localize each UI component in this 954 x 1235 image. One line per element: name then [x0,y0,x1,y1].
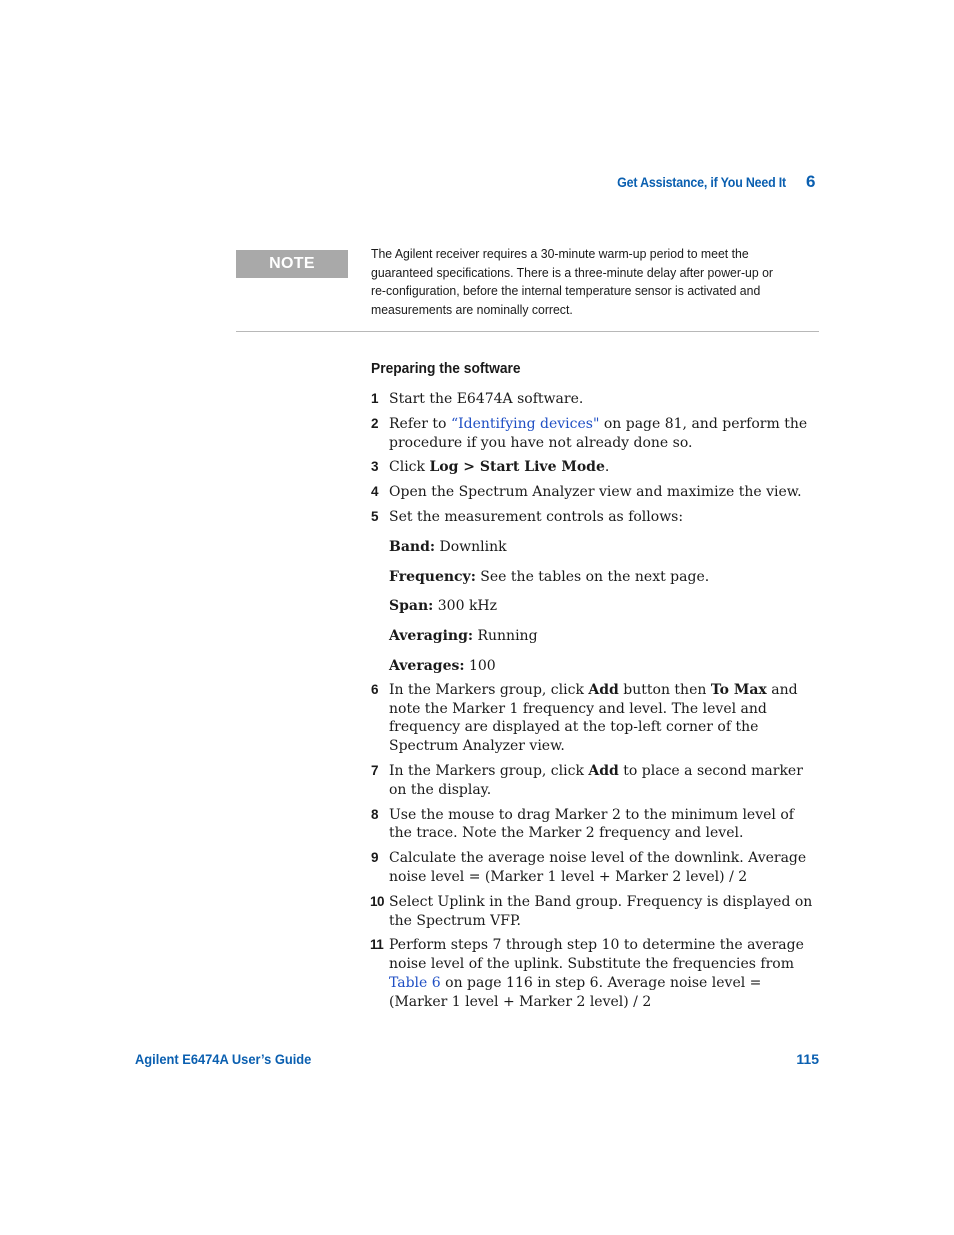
step-number: 3 [371,459,379,475]
step-9 [371,849,821,887]
step-text: In the Markers group, click [389,762,589,779]
note-line: re-configuration, before the internal temperature sensor is activated and [371,283,761,299]
setting-value: 300 kHz [433,598,498,615]
to-max-button-label: To Max [710,681,767,698]
step-2 [371,415,821,453]
setting-band [371,538,821,557]
step-10 [371,893,821,931]
step-number: 6 [371,681,379,697]
step-number: 7 [371,762,379,778]
note-badge: NOTE [236,250,348,278]
step-3 [371,458,821,477]
step-text: Start the E6474A software. [389,391,584,407]
setting-label: Averages: [389,657,465,674]
setting-value: Running [473,628,538,645]
step-text: Set the measurement controls as follows: [389,508,684,525]
step-1 [371,390,821,409]
step-number: 10 [370,893,385,909]
note-text [371,245,794,320]
step-number: 2 [371,415,379,431]
step-text: Select Uplink in the Band group. Frequency is displayed on the Spectrum VFP. [389,893,813,929]
step-text: Refer to [389,415,451,432]
step-11 [371,936,821,1011]
step-4 [371,483,821,502]
section-heading: Preparing the software [371,360,521,377]
step-text: on page 81, and perform the procedure if you have not already done so. [389,415,808,451]
step-text: Open the Spectrum Analyzer view and maximize the view. [389,484,802,501]
setting-frequency [371,568,821,587]
add-button-label: Add [588,762,619,779]
step-text: Perform steps 7 through step 10 to determine the average noise level of the uplink. Substitute the frequencies from [389,937,804,973]
step-7 [371,762,821,800]
setting-value: See the tables on the next page. [475,568,710,585]
setting-label: Band: [389,538,436,555]
step-number: 9 [371,850,379,866]
step-8 [371,806,821,844]
step-number: 1 [371,391,379,406]
table-6-link[interactable]: Table 6 [389,974,441,991]
step-text: on page 116 in step 6. Average noise level = (Marker 1 level + Marker 2 level) / 2 [389,974,762,1010]
footer-guide-title: Agilent E6474A User’s Guide [135,1051,312,1067]
setting-averages [371,657,821,676]
add-button-label: Add [588,681,619,698]
page-number: 115 [796,1051,819,1067]
setting-averaging [371,627,821,646]
chapter-number: 6 [806,172,816,191]
step-text: Calculate the average noise level of the downlink. Average noise level = (Marker 1 level + Marker 2 level) / 2 [389,850,807,885]
step-number: 4 [371,484,379,500]
step-5 [371,508,821,527]
step-number: 5 [371,508,379,524]
step-text: In the Markers group, click [389,681,589,698]
running-header-title: Get Assistance, if You Need It [617,175,786,190]
step-text: to place a second marker on the display. [389,762,803,798]
setting-label: Averaging: [389,628,474,645]
step-number: 8 [371,806,379,822]
note-line: guaranteed specifications. There is a three-minute delay after power-up or [371,264,774,280]
procedure-steps [371,390,821,1018]
step-text: and note the Marker 1 frequency and level. The level and frequency are displayed at the top-left corner of the Spectrum Analyzer view. [389,681,798,755]
setting-span [371,597,821,616]
setting-value: 100 [464,657,496,674]
step-text: Use the mouse to drag Marker 2 to the minimum level of the trace. Note the Marker 2 frequency and level. [389,806,794,842]
setting-value: Downlink [435,538,507,555]
step-text: . [604,459,610,476]
step-text: Click [389,459,430,476]
step-number: 11 [370,937,384,953]
setting-label: Span: [389,598,434,615]
setting-label: Frequency: [389,568,476,585]
note-line: measurements are nominally correct. [371,302,573,318]
step-text: button then [618,681,711,698]
menu-path: Log > Start Live Mode [429,459,605,476]
note-line: The Agilent receiver requires a 30-minute warm-up period to meet the [371,246,749,261]
step-6 [371,681,821,756]
identifying-devices-link[interactable]: “Identifying devices" [450,415,600,432]
note-divider [236,331,819,332]
